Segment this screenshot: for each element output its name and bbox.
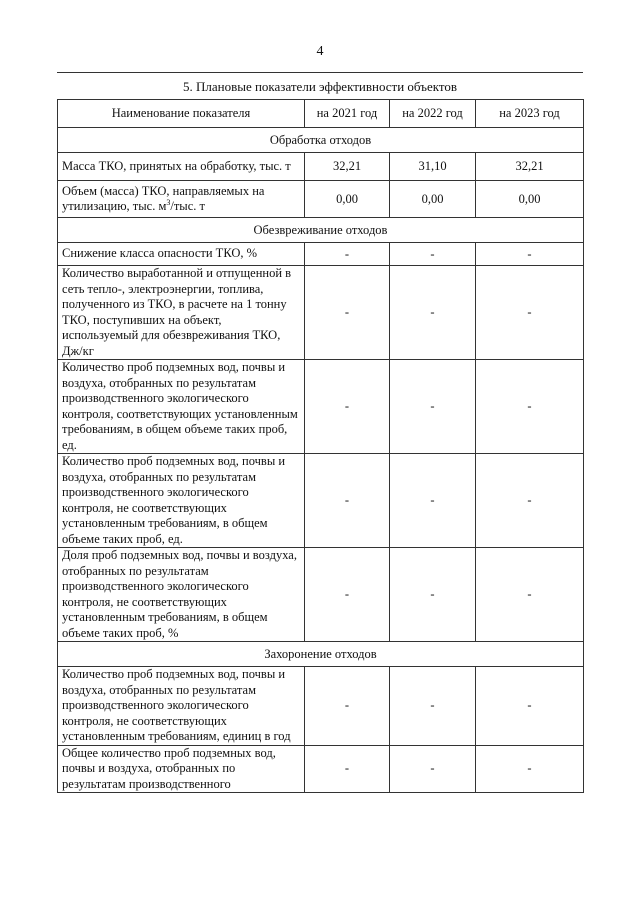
- value-2023: -: [476, 266, 584, 360]
- indicator-name: Масса ТКО, принятых на обработку, тыс. т: [58, 153, 305, 181]
- table-row: [58, 181, 584, 218]
- table-row: [58, 153, 584, 181]
- value-2021: -: [305, 745, 390, 793]
- header-2022: на 2022 год: [390, 100, 476, 128]
- value-2021: 32,21: [305, 153, 390, 181]
- value-2022: 31,10: [390, 153, 476, 181]
- section-title: 5. Плановые показатели эффективности объектов: [182, 79, 458, 94]
- table-row: [58, 266, 584, 360]
- value-2021: -: [305, 548, 390, 642]
- value-2023: -: [476, 243, 584, 266]
- table-row: [58, 454, 584, 548]
- table-header-row: [58, 100, 584, 128]
- indicator-name: Количество проб подземных вод, почвы и воздуха, отобранных по результатам производственного экологического контроля, соответствующих установленным требованиям, в общем объеме таких проб, ед.: [58, 360, 305, 454]
- value-2022: -: [390, 266, 476, 360]
- page-number: 4: [316, 44, 324, 59]
- value-2021: 0,00: [305, 181, 390, 218]
- group-row-processing: [58, 128, 584, 153]
- table-row: [58, 667, 584, 746]
- group-title: Захоронение отходов: [58, 642, 584, 667]
- group-title: Обезвреживание отходов: [58, 218, 584, 243]
- indicators-table: [57, 99, 584, 793]
- table-row: [58, 548, 584, 642]
- unit-superscript: 3: [166, 197, 171, 207]
- indicator-name: Количество проб подземных вод, почвы и воздуха, отобранных по результатам производственного экологического контроля, не соответствующих установленным требованиям, в общем объеме таких проб, ед.: [58, 454, 305, 548]
- group-title: Обработка отходов: [58, 128, 584, 153]
- value-2022: -: [390, 548, 476, 642]
- indicator-name: Доля проб подземных вод, почвы и воздуха, отобранных по результатам производственного экологического контроля, не соответствующих установленным требованиям, в общем объеме таких проб, %: [58, 548, 305, 642]
- indicator-name-unit: /тыс. т: [170, 199, 205, 213]
- value-2023: -: [476, 667, 584, 746]
- value-2023: -: [476, 745, 584, 793]
- value-2023: 32,21: [476, 153, 584, 181]
- value-2023: -: [476, 454, 584, 548]
- value-2022: -: [390, 243, 476, 266]
- value-2022: -: [390, 745, 476, 793]
- indicator-name: Снижение класса опасности ТКО, %: [58, 243, 305, 266]
- value-2021: -: [305, 454, 390, 548]
- value-2022: -: [390, 454, 476, 548]
- value-2023: 0,00: [476, 181, 584, 218]
- indicator-name: Количество выработанной и отпущенной в сеть тепло-, электроэнергии, топлива, полученного из ТКО, в расчете на 1 тонну ТКО, поступивших на объект, используемый для обезвреживания ТКО, Дж/кг: [58, 266, 305, 360]
- table-row: [58, 243, 584, 266]
- value-2022: -: [390, 667, 476, 746]
- group-row-burial: [58, 642, 584, 667]
- value-2023: -: [476, 360, 584, 454]
- header-2023: на 2023 год: [476, 100, 584, 128]
- indicator-name-main: Объем (масса) ТКО, направляемых на утилизацию, тыс. м: [62, 183, 265, 213]
- value-2022: 0,00: [390, 181, 476, 218]
- value-2022: -: [390, 360, 476, 454]
- table-row: [58, 745, 584, 793]
- header-2021: на 2021 год: [305, 100, 390, 128]
- value-2021: -: [305, 667, 390, 746]
- value-2021: -: [305, 266, 390, 360]
- value-2023: -: [476, 548, 584, 642]
- top-divider: [57, 72, 583, 73]
- value-2021: -: [305, 360, 390, 454]
- indicator-name: [58, 181, 305, 218]
- indicator-name: Количество проб подземных вод, почвы и воздуха, отобранных по результатам производственного экологического контроля, не соответствующих установленным требованиям, единиц в год: [58, 667, 305, 746]
- table-row: [58, 360, 584, 454]
- value-2021: -: [305, 243, 390, 266]
- group-row-neutralization: [58, 218, 584, 243]
- header-indicator-name: Наименование показателя: [58, 100, 305, 128]
- indicator-name: Общее количество проб подземных вод, почвы и воздуха, отобранных по результатам производственного: [58, 745, 305, 793]
